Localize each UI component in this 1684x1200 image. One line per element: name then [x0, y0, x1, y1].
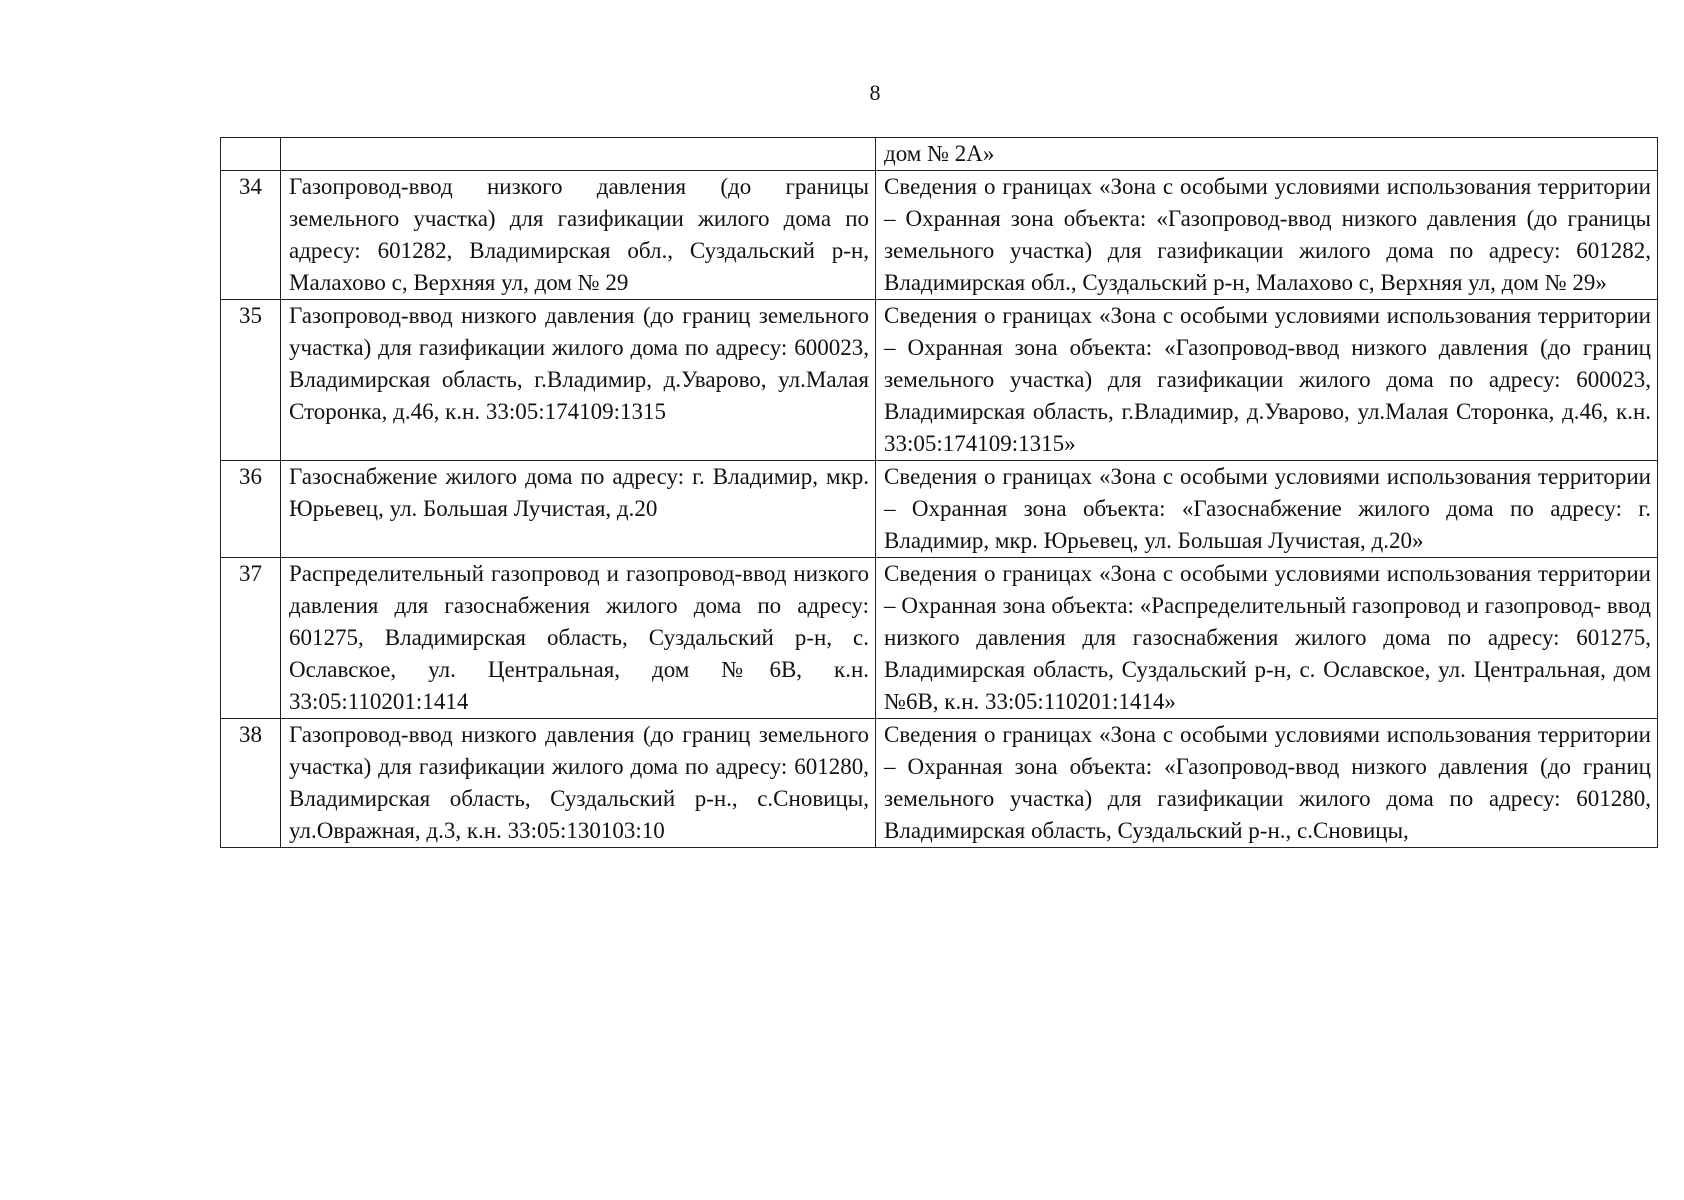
object-name: Газопровод-ввод низкого давления (до границы земельного участка) для газификации жилого дома по адресу: 601282, Владимирская обл., Суздальский р-н, Малахово с, Верхняя ул, дом № 29 — [281, 171, 876, 300]
zone-info: Сведения о границах «Зона с особыми условиями использования территории – Охранная зона объекта: «Газопровод-ввод низкого давления (до границ земельного участка) для газификации жилого дома по адресу: 600023, Владимирская область, г.Владимир, д.Уварово, ул.Малая Сторонка, д.46, к.н. 33:05:174109:1315» — [876, 300, 1658, 461]
row-number: 35 — [221, 300, 281, 461]
table-row — [221, 171, 1658, 300]
object-name: Газоснабжение жилого дома по адресу: г. Владимир, мкр. Юрьевец, ул. Большая Лучистая, д.20 — [281, 461, 876, 558]
zone-info: Сведения о границах «Зона с особыми условиями использования территории – Охранная зона объекта: «Газопровод-ввод низкого давления (до границы земельного участка) для газификации жилого дома по адресу: 601282, Владимирская обл., Суздальский р-н, Малахово с, Верхняя ул, дом № 29» — [876, 171, 1658, 300]
row-number: 37 — [221, 558, 281, 719]
row-number: 34 — [221, 171, 281, 300]
object-name: Распределительный газопровод и газопровод-ввод низкого давления для газоснабжения жилого дома по адресу: 601275, Владимирская область, Суздальский р-н, с. Ославское, ул. Центральная, дом №6В, к.н. 33:05:110201:1414 — [281, 558, 876, 719]
zones-table — [220, 137, 1658, 848]
table-row — [221, 461, 1658, 558]
zone-info: Сведения о границах «Зона с особыми условиями использования территории – Охранная зона объекта: «Газопровод-ввод низкого давления (до границ земельного участка) для газификации жилого дома по адресу: 601280, Владимирская область, Суздальский р-н., с.Сновицы, — [876, 719, 1658, 848]
table-row-continuation — [221, 138, 1658, 171]
zone-info: Сведения о границах «Зона с особыми условиями использования территории – Охранная зона объекта: «Газоснабжение жилого дома по адресу: г. Владимир, мкр. Юрьевец, ул. Большая Лучистая, д.20» — [876, 461, 1658, 558]
row-number — [221, 138, 281, 171]
table-row — [221, 558, 1658, 719]
row-number: 38 — [221, 719, 281, 848]
zone-info: Сведения о границах «Зона с особыми условиями использования территории – Охранная зона объекта: «Распределительный газопровод и газопровод- ввод низкого давления для газоснабжения жилого дома по адресу: 601275, Владимирская область, Суздальский р-н, с. Ославское, ул. Центральная, дом №6В, к.н. 33:05:110201:1414» — [876, 558, 1658, 719]
page-number: 8 — [869, 80, 881, 105]
row-number: 36 — [221, 461, 281, 558]
object-name: Газопровод-ввод низкого давления (до границ земельного участка) для газификации жилого дома по адресу: 601280, Владимирская область, Суздальский р-н., с.Сновицы, ул.Овражная, д.3, к.н. 33:05:130103:10 — [281, 719, 876, 848]
zone-info: дом № 2А» — [876, 138, 1658, 171]
table-row — [221, 719, 1658, 848]
object-name: Газопровод-ввод низкого давления (до границ земельного участка) для газификации жилого дома по адресу: 600023, Владимирская область, г.Владимир, д.Уварово, ул.Малая Сторонка, д.46, к.н. 33:05:174109:1315 — [281, 300, 876, 461]
table-row — [221, 300, 1658, 461]
object-name — [281, 138, 876, 171]
